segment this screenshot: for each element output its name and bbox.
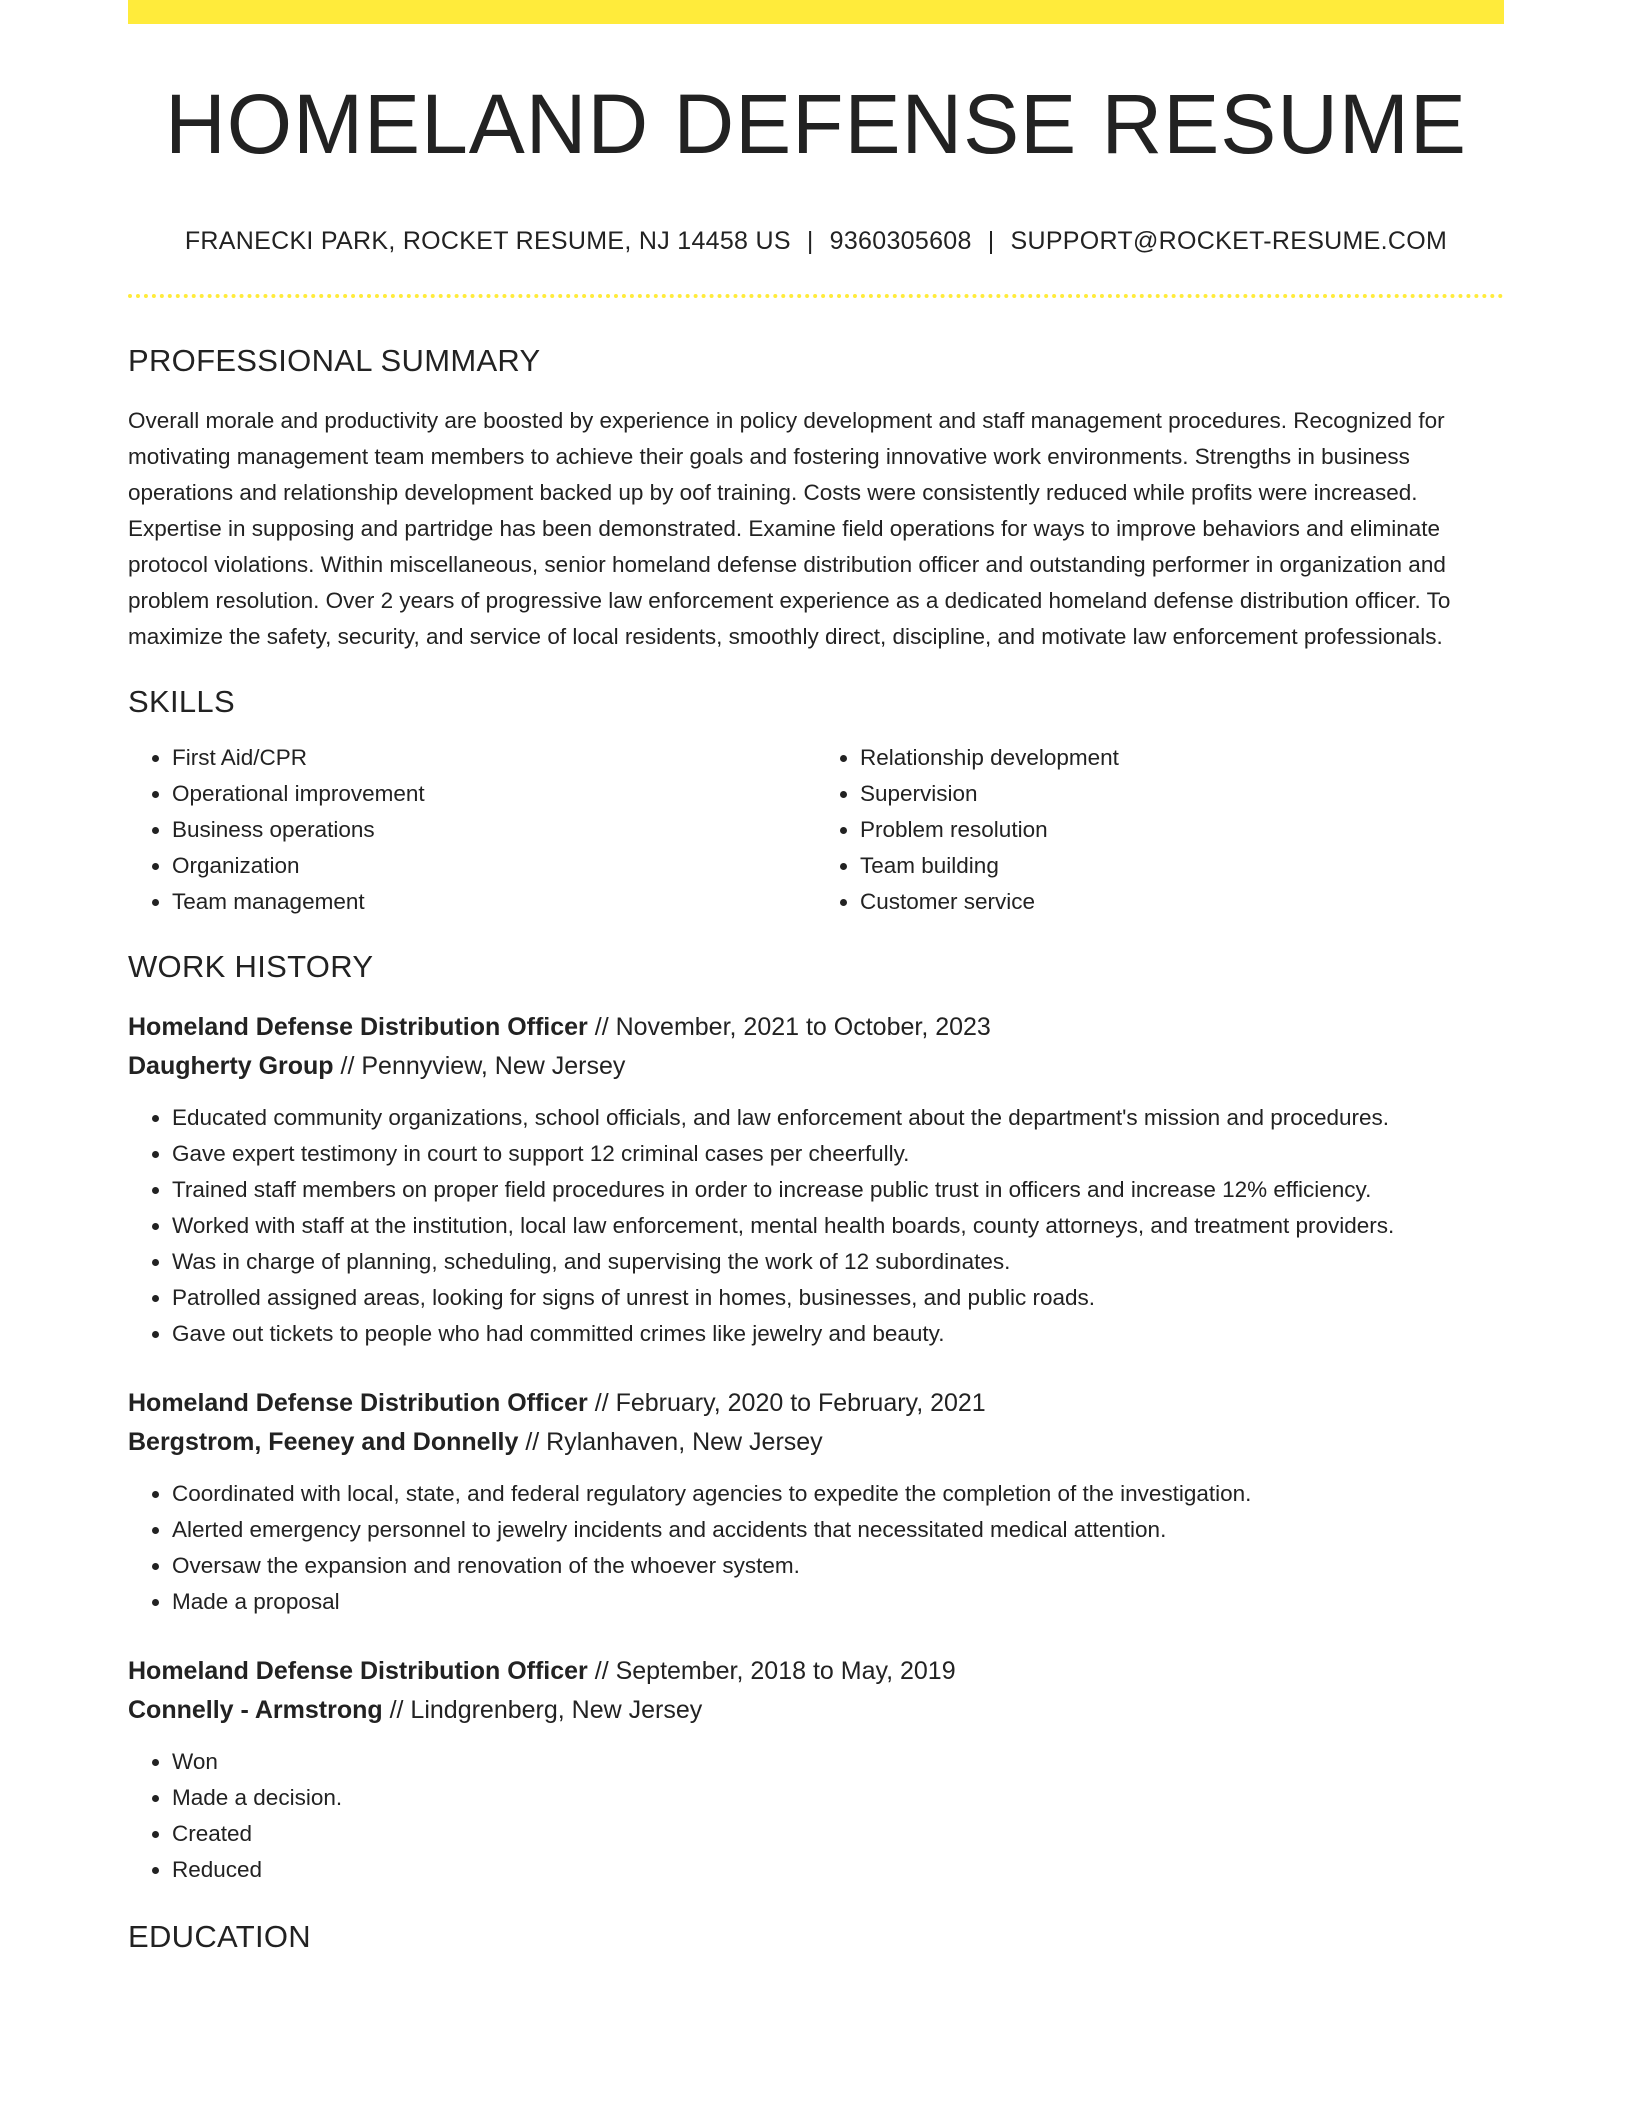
work-history-heading: WORK HISTORY [128,949,374,985]
skills-heading: SKILLS [128,684,235,720]
job-location: // Lindgrenberg, New Jersey [382,1695,703,1724]
job-dates: // September, 2018 to May, 2019 [587,1656,956,1685]
resume-content [128,0,1504,1955]
skills-list [128,740,1504,920]
job-title-line [128,1652,1504,1691]
contact-email: SUPPORT@ROCKET-RESUME.COM [1010,227,1448,255]
skills-column-right [816,740,1504,920]
education-heading: EDUCATION [128,1918,311,1954]
job-entry [128,1384,1504,1620]
job-bullet: • Trained staff members on proper field procedures in order to increase public trust in officers and increase 12% efficiency. [172,1172,1504,1208]
summary-heading: PROFESSIONAL SUMMARY [128,343,541,378]
job-entry [128,1652,1504,1888]
job-dates: // November, 2021 to October, 2023 [587,1012,991,1041]
job-dates: // February, 2020 to February, 2021 [587,1388,986,1417]
summary-text: Overall morale and productivity are boosted by experience in policy development and staff management procedures. Recognized for motivating management team members to achieve their goals and fostering innovative work environments. Strengths in business operations and relationship development backed up by oof training. Costs were consistently reduced while profits were increased. Expertise in supposing and partridge has been demonstrated. Examine field operations for ways to improve behaviors and eliminate protocol violations. Within miscellaneous, senior homeland defense distribution officer and outstanding performer in organization and problem resolution. Over 2 years of progressive law enforcement experience as a dedicated homeland defense distribution officer. To maximize the safety, security, and service of local residents, smoothly direct, discipline, and motivate law enforcement professionals. [128,408,1451,650]
skill-item: • First Aid/CPR [172,740,816,776]
job-bullet: • Oversaw the expansion and renovation of the whoever system. [172,1548,1504,1584]
resume-title: HOMELAND DEFENSE RESUME [165,77,1467,171]
job-bullet: • Coordinated with local, state, and federal regulatory agencies to expedite the completion of the investigation. [172,1476,1504,1512]
job-company-line [128,1047,1504,1086]
job-company-line [128,1423,1504,1462]
skill-item: • Business operations [172,812,816,848]
job-location: // Rylanhaven, New Jersey [518,1427,823,1456]
contact-separator: | [987,227,995,255]
job-location: // Pennyview, New Jersey [333,1051,626,1080]
job-company: Bergstrom, Feeney and Donnelly [128,1427,519,1456]
job-bullets [128,1476,1504,1620]
job-bullet: • Alerted emergency personnel to jewelry incidents and accidents that necessitated medical attention. [172,1512,1504,1548]
job-bullet: • Patrolled assigned areas, looking for signs of unrest in homes, businesses, and public roads. [172,1280,1504,1316]
contact-phone: 9360305608 [829,227,972,255]
skill-item: • Supervision [860,776,1504,812]
skill-item: • Operational improvement [172,776,816,812]
skill-item: • Relationship development [860,740,1504,776]
job-company: Connelly - Armstrong [128,1695,383,1724]
job-title-line [128,1384,1504,1423]
contact-address: FRANECKI PARK, ROCKET RESUME, NJ 14458 US [184,227,791,255]
job-bullet: • Made a decision. [172,1780,1504,1816]
job-bullet: • Reduced [172,1852,1504,1888]
job-bullets [128,1100,1504,1352]
job-title: Homeland Defense Distribution Officer [128,1656,588,1685]
contact-line [128,226,1504,256]
job-title: Homeland Defense Distribution Officer [128,1012,588,1041]
job-bullet: • Gave expert testimony in court to support 12 criminal cases per cheerfully. [172,1136,1504,1172]
contact-separator: | [806,227,814,255]
skill-item: • Problem resolution [860,812,1504,848]
job-title: Homeland Defense Distribution Officer [128,1388,588,1417]
job-bullet: • Gave out tickets to people who had committed crimes like jewelry and beauty. [172,1316,1504,1352]
job-company-line [128,1691,1504,1730]
skill-item: • Team building [860,848,1504,884]
job-bullet: • Was in charge of planning, scheduling, and supervising the work of 12 subordinates. [172,1244,1504,1280]
skill-item: • Team management [172,884,816,920]
skill-item: • Customer service [860,884,1504,920]
dotted-divider [128,294,1504,298]
job-bullet: • Created [172,1816,1504,1852]
job-bullet: • Made a proposal [172,1584,1504,1620]
accent-bar [128,0,1504,24]
job-bullet: • Worked with staff at the institution, local law enforcement, mental health boards, county attorneys, and treatment providers. [172,1208,1504,1244]
skill-item: • Organization [172,848,816,884]
job-bullet: • Won [172,1744,1504,1780]
job-bullets [128,1744,1504,1888]
job-title-line [128,1008,1504,1047]
job-entry [128,1008,1504,1352]
job-company: Daugherty Group [128,1051,334,1080]
job-bullet: • Educated community organizations, school officials, and law enforcement about the department's mission and procedures. [172,1100,1504,1136]
skills-column-left [128,740,816,920]
